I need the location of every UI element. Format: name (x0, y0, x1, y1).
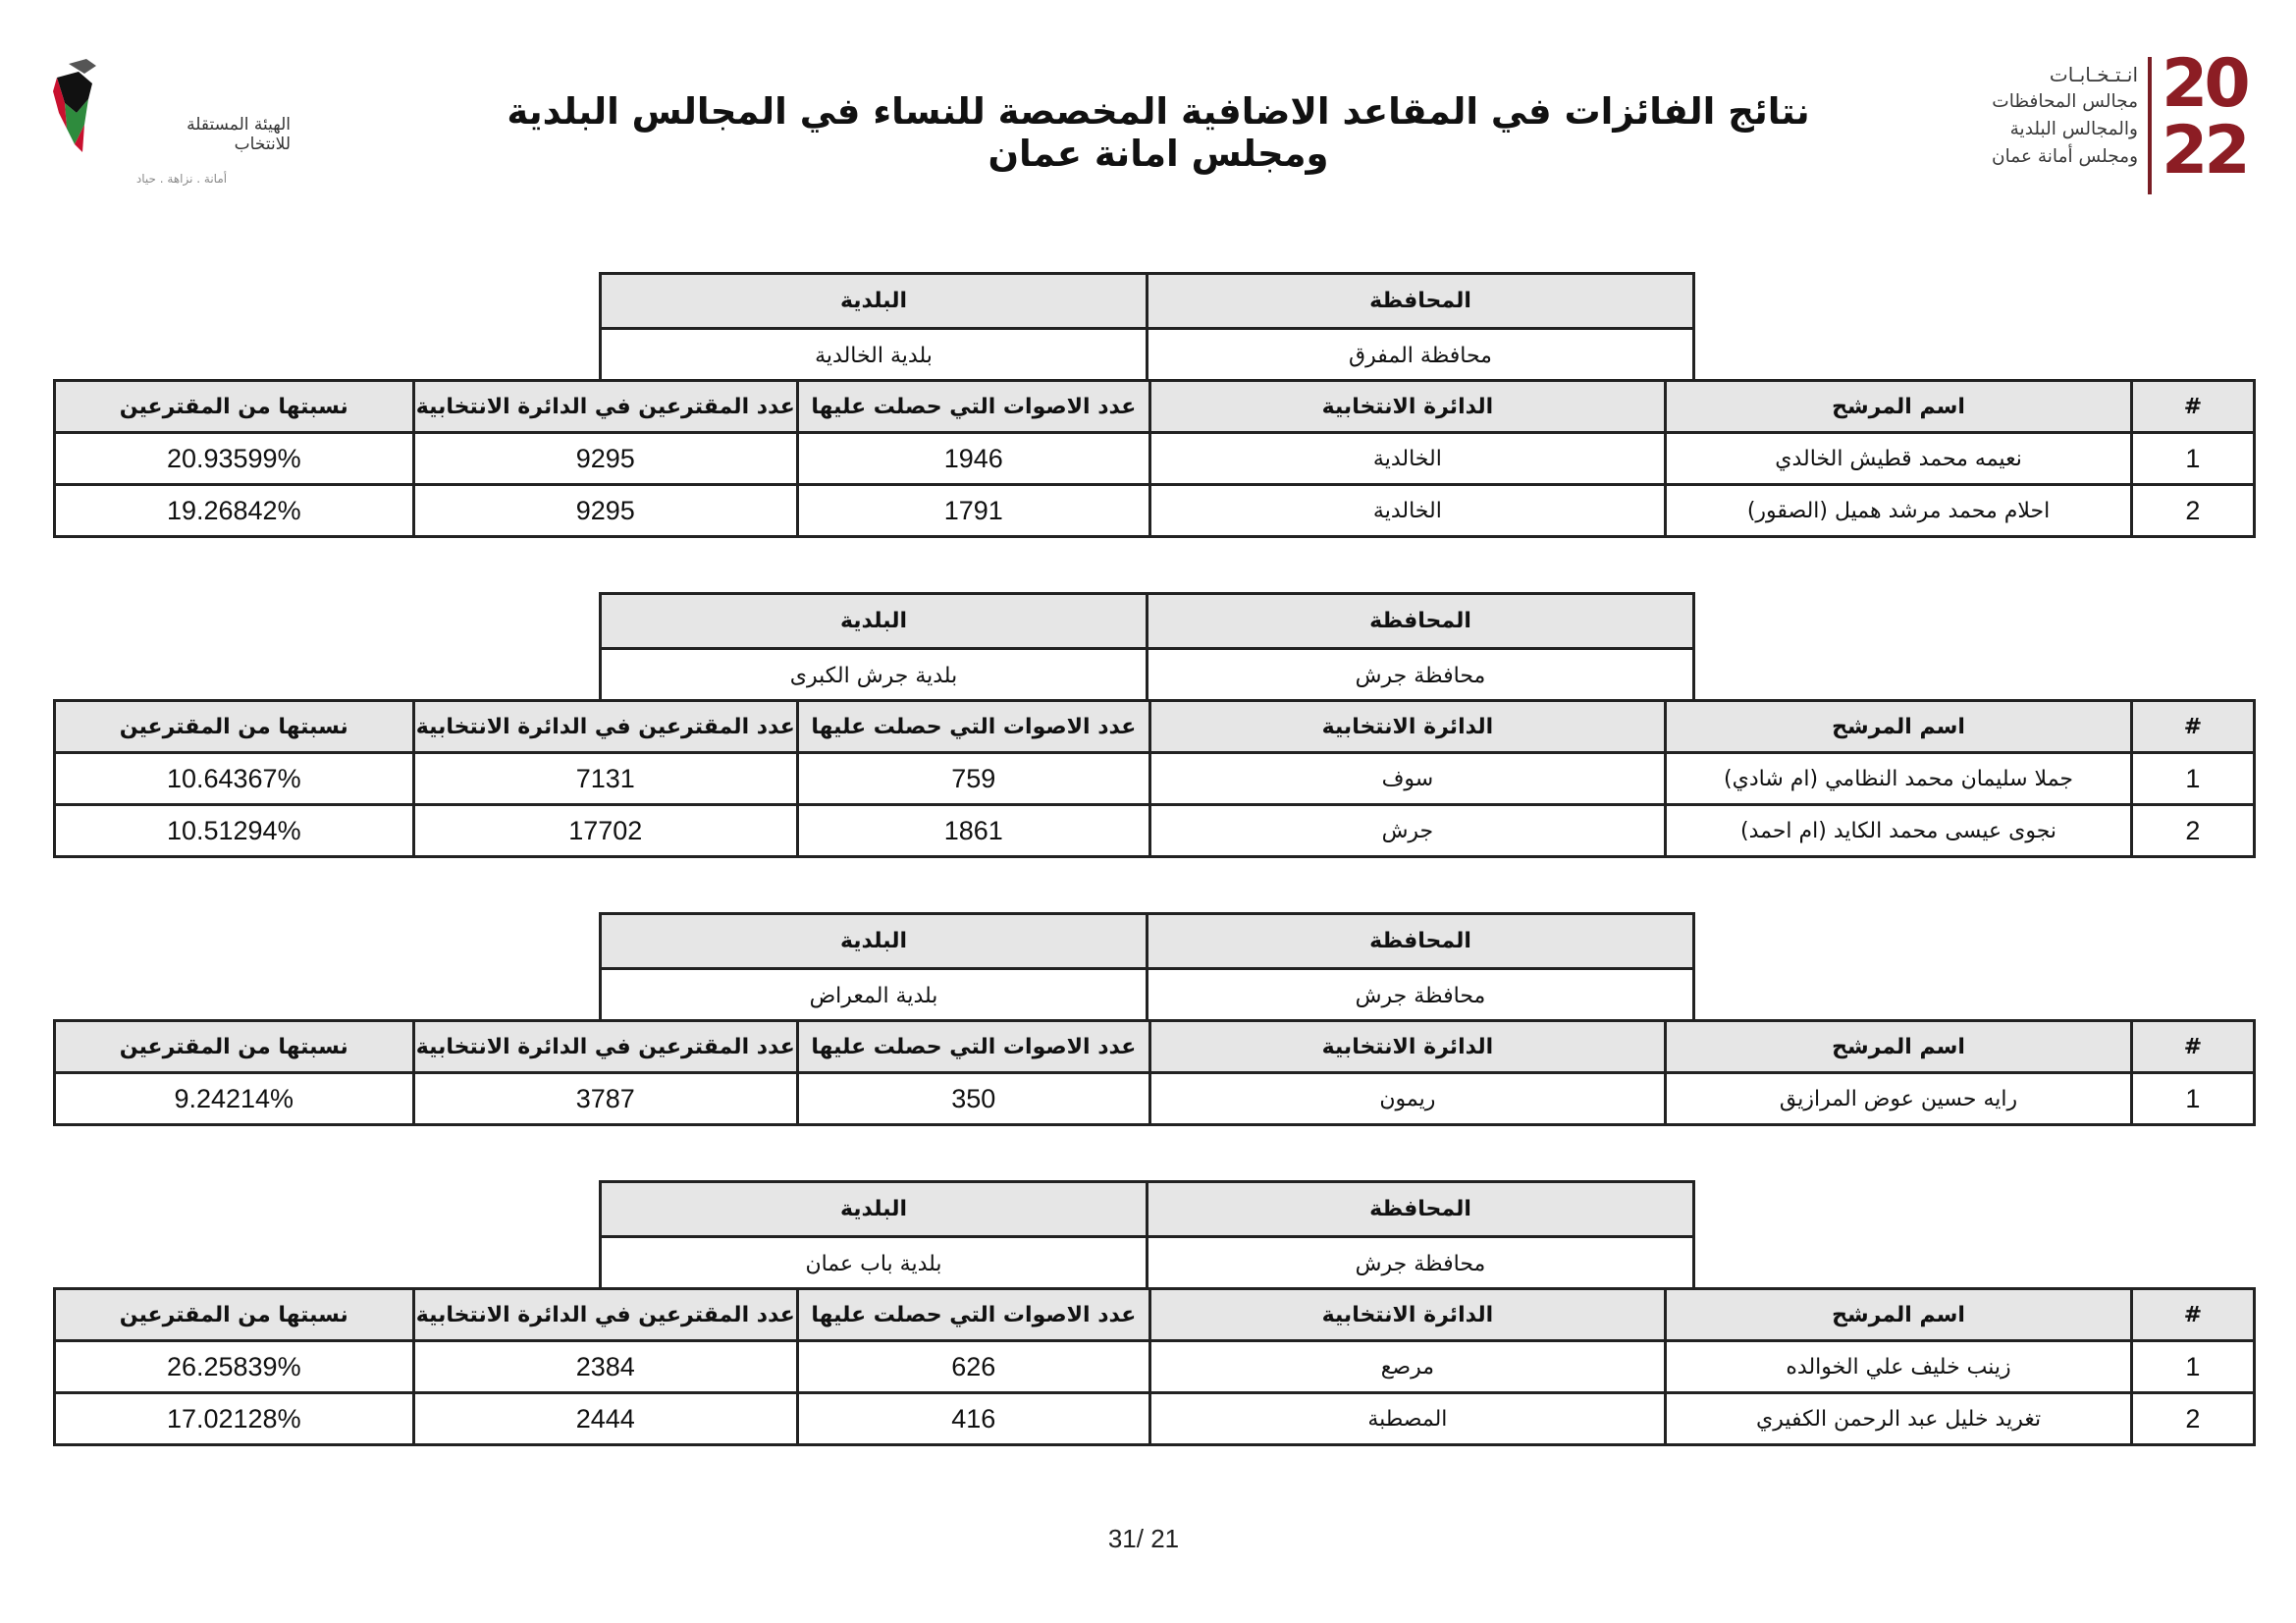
votes-header: عدد الاصوات التي حصلت عليها (798, 381, 1149, 433)
district-name: الخالدية (1149, 433, 1666, 485)
voters-value: 7131 (413, 753, 798, 805)
page-number: 31/ 21 (1107, 1524, 1180, 1553)
elections-logo-year (2162, 45, 2260, 189)
municipality-value: بلدية جرش الكبرى (601, 649, 1148, 704)
ratio-header: نسبتها من المقترعين (55, 1021, 414, 1073)
voters-value: 2384 (413, 1341, 798, 1393)
table-row (55, 805, 2255, 857)
voters-header: عدد المقترعين في الدائرة الانتخابية (413, 701, 798, 753)
governorate-header: المحافظة (1148, 1182, 1694, 1237)
ratio-value: 10.64367% (55, 753, 414, 805)
votes-value: 1946 (798, 433, 1149, 485)
candidate-name: احلام محمد مرشد هميل (الصقور) (1666, 485, 2132, 537)
table-row (55, 485, 2255, 537)
row-index: 1 (2131, 1073, 2254, 1125)
row-index: 1 (2131, 753, 2254, 805)
municipality-value: بلدية الخالدية (601, 329, 1148, 384)
ratio-header: نسبتها من المقترعين (55, 381, 414, 433)
votes-header: عدد الاصوات التي حصلت عليها (798, 701, 1149, 753)
voters-value: 2444 (413, 1393, 798, 1445)
iec-name-line1: الهيئة المستقلة (187, 115, 291, 135)
votes-value: 416 (798, 1393, 1149, 1445)
candidate-name: تغريد خليل عبد الرحمن الكفيري (1666, 1393, 2132, 1445)
results-table (53, 1019, 2256, 1126)
region-table (599, 1180, 1695, 1293)
elections-2022-logo (1973, 45, 2258, 198)
voters-value: 9295 (413, 433, 798, 485)
ratio-value: 19.26842% (55, 485, 414, 537)
year-bottom: 22 (2162, 112, 2247, 189)
district-header: الدائرة الانتخابية (1149, 381, 1666, 433)
district-name: ريمون (1149, 1073, 1666, 1125)
table-row (55, 1341, 2255, 1393)
voters-header: عدد المقترعين في الدائرة الانتخابية (413, 1021, 798, 1073)
region-table (599, 272, 1695, 385)
municipality-header: البلدية (601, 594, 1148, 649)
voters-header: عدد المقترعين في الدائرة الانتخابية (413, 1289, 798, 1341)
votes-value: 626 (798, 1341, 1149, 1393)
district-header: الدائرة الانتخابية (1149, 1289, 1666, 1341)
candidate-name: رايه حسين عوض المرازيق (1666, 1073, 2132, 1125)
municipality-header: البلدية (601, 1182, 1148, 1237)
table-row (55, 1073, 2255, 1125)
region-table (599, 912, 1695, 1025)
candidate-header: اسم المرشح (1666, 1289, 2132, 1341)
index-header: # (2131, 1021, 2254, 1073)
year-top: 20 (2162, 45, 2247, 123)
ratio-value: 10.51294% (55, 805, 414, 857)
governorate-header: المحافظة (1148, 274, 1694, 329)
governorate-value: محافظة جرش (1148, 1237, 1694, 1292)
voters-value: 17702 (413, 805, 798, 857)
results-table (53, 699, 2256, 858)
table-row (55, 753, 2255, 805)
municipality-header: البلدية (601, 914, 1148, 969)
ratio-header: نسبتها من المقترعين (55, 1289, 414, 1341)
candidate-header: اسم المرشح (1666, 381, 2132, 433)
votes-header: عدد الاصوات التي حصلت عليها (798, 1021, 1149, 1073)
district-name: الخالدية (1149, 485, 1666, 537)
governorate-header: المحافظة (1148, 594, 1694, 649)
index-header: # (2131, 381, 2254, 433)
iec-name (116, 115, 291, 154)
iec-motto: أمانة . نزاهة . حياد (135, 172, 228, 186)
votes-value: 759 (798, 753, 1149, 805)
row-index: 1 (2131, 433, 2254, 485)
elections-logo-divider (2148, 57, 2152, 194)
ratio-value: 26.25839% (55, 1341, 414, 1393)
results-table (53, 1287, 2256, 1446)
candidate-name: نجوى عيسى محمد الكايد (ام احمد) (1666, 805, 2132, 857)
governorate-value: محافظة جرش (1148, 649, 1694, 704)
row-index: 2 (2131, 485, 2254, 537)
district-name: مرصع (1149, 1341, 1666, 1393)
municipality-value: بلدية المعراض (601, 969, 1148, 1024)
votes-value: 350 (798, 1073, 1149, 1125)
ratio-value: 17.02128% (55, 1393, 414, 1445)
page-title: نتائج الفائزات في المقاعد الاضافية المخصصة للنساء في المجالس البلدية ومجلس امانة عمان (507, 90, 1810, 175)
district-header: الدائرة الانتخابية (1149, 701, 1666, 753)
municipality-value: بلدية باب عمان (601, 1237, 1148, 1292)
municipality-header: البلدية (601, 274, 1148, 329)
governorate-value: محافظة جرش (1148, 969, 1694, 1024)
governorate-value: محافظة المفرق (1148, 329, 1694, 384)
iec-name-line2: للانتخاب (234, 135, 291, 154)
voters-header: عدد المقترعين في الدائرة الانتخابية (413, 381, 798, 433)
candidate-header: اسم المرشح (1666, 701, 2132, 753)
district-header: الدائرة الانتخابية (1149, 1021, 1666, 1073)
elections-logo-line2: مجالس المحافظات (1992, 91, 2138, 112)
index-header: # (2131, 701, 2254, 753)
ratio-header: نسبتها من المقترعين (55, 701, 414, 753)
iec-logo (49, 54, 291, 191)
candidate-name: زينب خليف علي الخوالده (1666, 1341, 2132, 1393)
row-index: 1 (2131, 1341, 2254, 1393)
candidate-header: اسم المرشح (1666, 1021, 2132, 1073)
region-table (599, 592, 1695, 705)
ratio-value: 9.24214% (55, 1073, 414, 1125)
votes-value: 1861 (798, 805, 1149, 857)
table-row (55, 1393, 2255, 1445)
table-row (55, 433, 2255, 485)
governorate-header: المحافظة (1148, 914, 1694, 969)
voters-value: 9295 (413, 485, 798, 537)
elections-logo-text (1973, 61, 2138, 171)
votes-value: 1791 (798, 485, 1149, 537)
district-name: جرش (1149, 805, 1666, 857)
jordan-map-icon (49, 54, 118, 162)
district-name: المصطبة (1149, 1393, 1666, 1445)
index-header: # (2131, 1289, 2254, 1341)
candidate-name: نعيمه محمد قطيش الخالدي (1666, 433, 2132, 485)
results-table (53, 379, 2256, 538)
elections-logo-line4: ومجلس أمانة عمان (1992, 146, 2138, 167)
elections-logo-line3: والمجالس البلدية (2009, 119, 2138, 139)
votes-header: عدد الاصوات التي حصلت عليها (798, 1289, 1149, 1341)
candidate-name: جملا سليمان محمد النظامي (ام شادي) (1666, 753, 2132, 805)
elections-logo-line1: انـتـخـابـات (2049, 63, 2138, 86)
row-index: 2 (2131, 1393, 2254, 1445)
ratio-value: 20.93599% (55, 433, 414, 485)
row-index: 2 (2131, 805, 2254, 857)
district-name: سوف (1149, 753, 1666, 805)
voters-value: 3787 (413, 1073, 798, 1125)
